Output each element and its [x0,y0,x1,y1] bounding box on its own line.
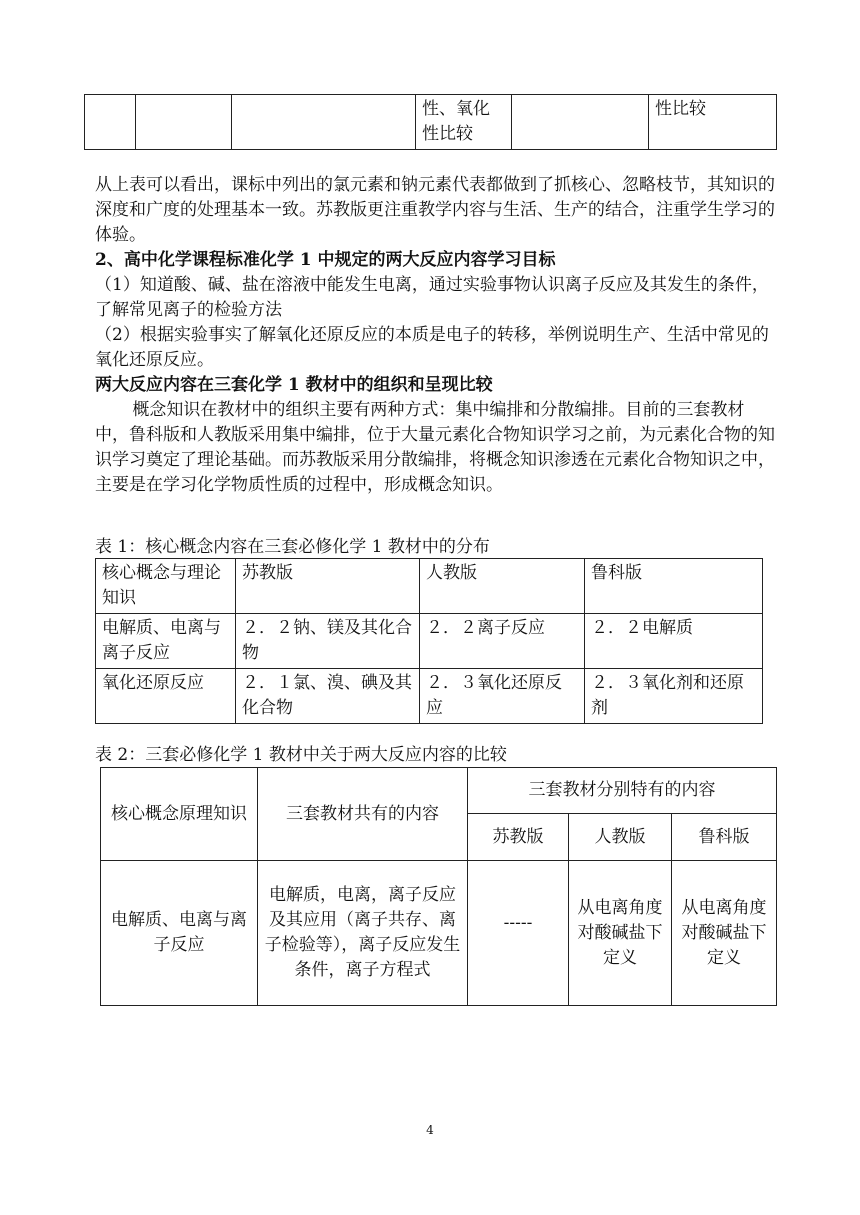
table-header-row [96,559,763,614]
table-cell: 从电离角度对酸碱盐下定义 [569,861,672,1006]
table2 [100,767,777,1006]
section-heading-objectives: 2、高中化学课程标准化学 1 中规定的两大反应内容学习目标 [95,250,556,270]
table-header-cell: 三套教材共有的内容 [258,768,468,861]
table-row [96,669,763,724]
table1 [95,558,763,724]
table-row [85,95,777,150]
table-header-cell: 人教版 [420,559,585,614]
page-number: 4 [426,1123,434,1137]
objective-2: （2）根据实验事实了解氧化还原反应的本质是电子的转移，举例说明生产、生活中常见的氧化还原反应。 [95,325,769,370]
table-row [96,614,763,669]
table-header-cell: 苏教版 [468,814,569,861]
table-cell: 性、氧化性比较 [416,95,512,150]
table-row [101,861,777,1006]
objective-1: （1）知道酸、碱、盐在溶液中能发生电离，通过实验事物认识离子反应及其发生的条件，了解常见离子的检验方法 [95,275,769,320]
table-cell: 从电离角度对酸碱盐下定义 [672,861,777,1006]
table-cell [136,95,232,150]
table-cell: 电解质，电离，离子反应及其应用（离子共存、离子检验等），离子反应发生条件，离子方程式 [258,861,468,1006]
table1-caption: 表 1：核心概念内容在三套必修化学 1 教材中的分布 [95,537,490,557]
table2-caption: 表 2：三套必修化学 1 教材中关于两大反应内容的比较 [95,745,507,765]
table-cell: 性比较 [649,95,777,150]
table-cell: ２．２电解质 [585,614,763,669]
paragraph-summary: 从上表可以看出，课标中列出的氯元素和钠元素代表都做到了抓核心、忽略枝节，其知识的深度和广度的处理基本一致。苏教版更注重教学内容与生活、生产的结合，注重学生学习的体验。 [95,175,775,245]
paragraph-organization: 概念知识在教材中的组织主要有两种方式：集中编排和分散编排。目前的三套教材中，鲁科版和人教版采用集中编排，位于大量元素化合物知识学习之前，为元素化合物的知识学习奠定了理论基础。而苏教版采用分散编排，将概念知识渗透在元素化合物知识之中，主要是在学习化学物质性质的过程中，形成概念知识。 [95,400,775,495]
table-cell: ２．２钠、镁及其化合物 [236,614,420,669]
table-header-cell: 苏教版 [236,559,420,614]
section-heading-comparison: 两大反应内容在三套化学 1 教材中的组织和呈现比较 [95,375,493,395]
table-header-cell: 人教版 [569,814,672,861]
table-cell: 电解质、电离与离子反应 [96,614,236,669]
table-header-cell: 鲁科版 [585,559,763,614]
table-header-row [101,768,777,814]
continued-table [84,94,777,150]
table-cell [512,95,649,150]
table-cell: ----- [468,861,569,1006]
table-header-cell: 核心概念原理知识 [101,768,258,861]
table-cell: ２．１氯、溴、碘及其化合物 [236,669,420,724]
table-cell: 电解质、电离与离子反应 [101,861,258,1006]
table-header-cell: 鲁科版 [672,814,777,861]
table-header-cell: 核心概念与理论知识 [96,559,236,614]
table-cell: ２．３氧化还原反应 [420,669,585,724]
table-cell [232,95,416,150]
table-cell: ２．２离子反应 [420,614,585,669]
table-cell: 氧化还原反应 [96,669,236,724]
table-header-cell: 三套教材分别特有的内容 [468,768,777,814]
table-cell [85,95,136,150]
table-cell: ２．３氧化剂和还原剂 [585,669,763,724]
